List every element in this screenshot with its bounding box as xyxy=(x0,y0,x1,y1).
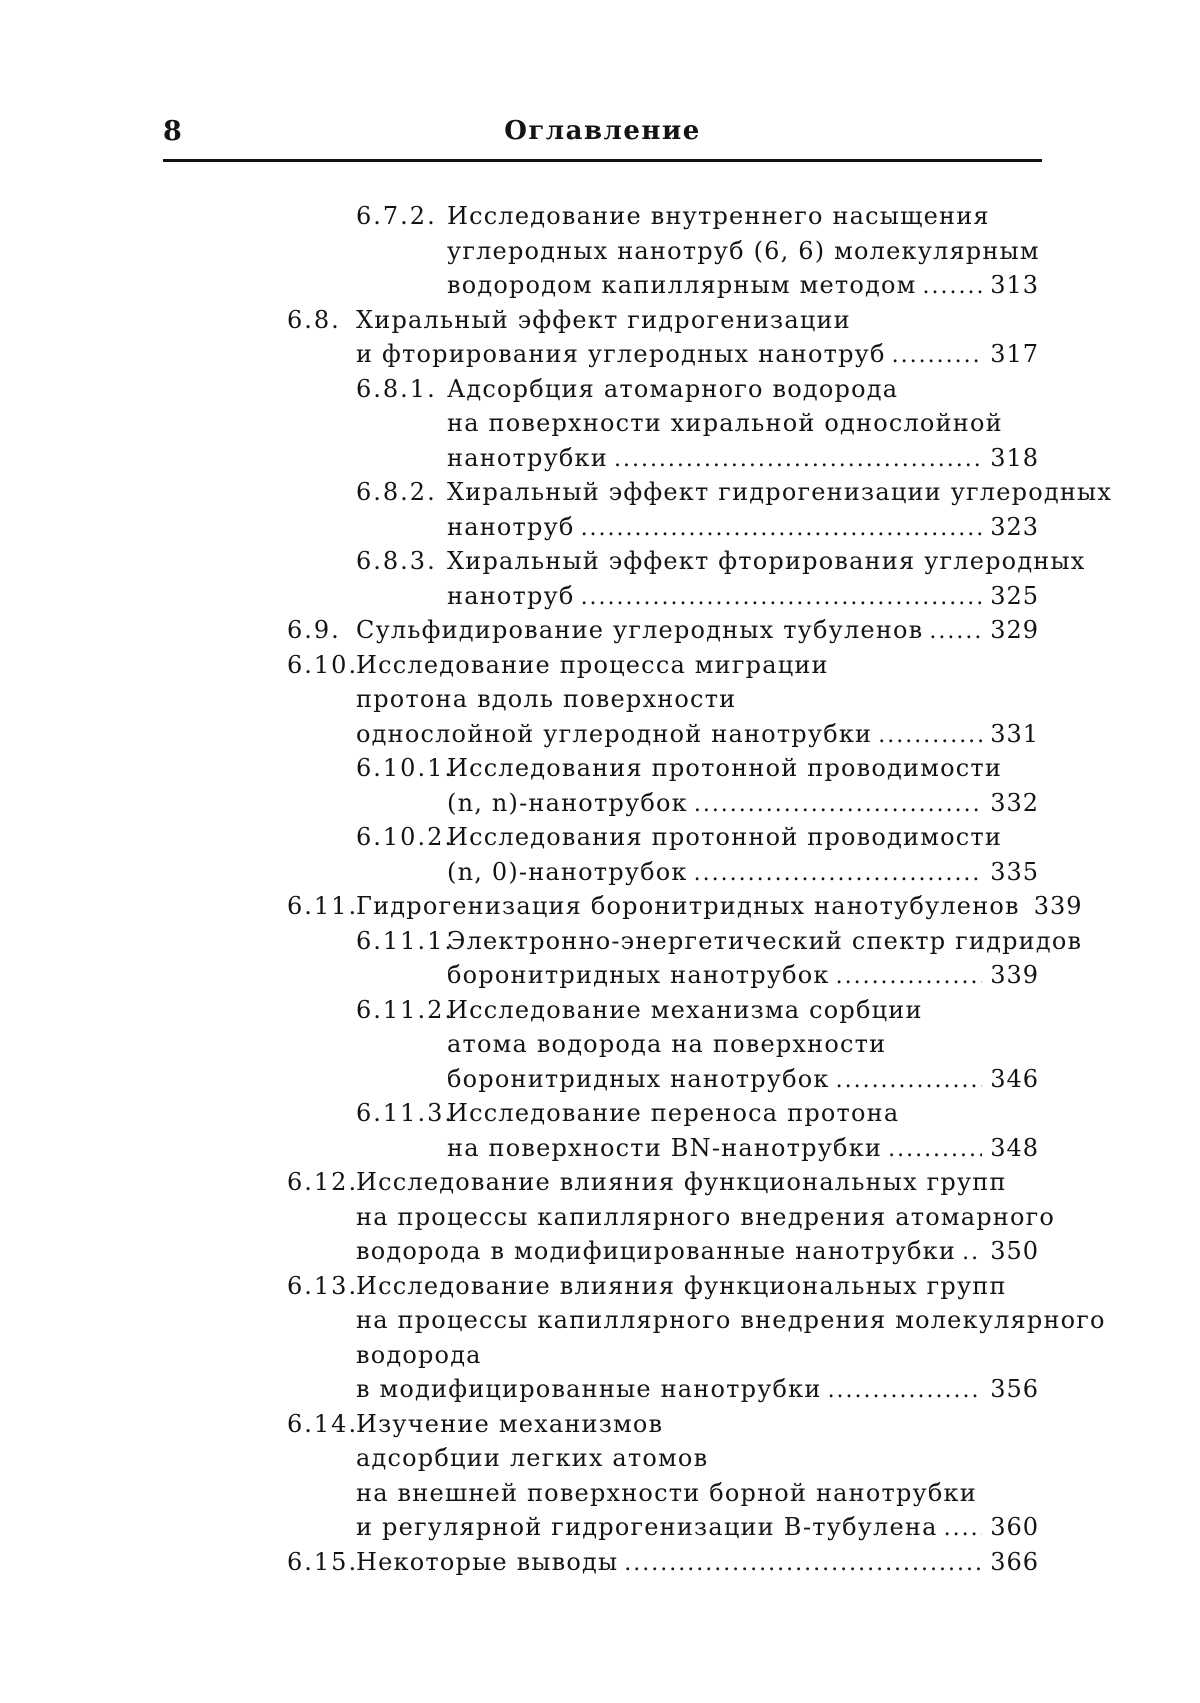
toc-page-number: 325 xyxy=(990,581,1039,610)
toc-entry-line xyxy=(356,1338,1039,1373)
toc-page-number: 331 xyxy=(990,719,1039,748)
dot-leader xyxy=(892,339,983,374)
toc-page-number: 335 xyxy=(990,857,1039,886)
toc-entry-title-text: и фторирования углеродных нанотруб xyxy=(356,340,886,368)
toc-page-number: 339 xyxy=(1033,892,1083,920)
toc-entry[interactable] xyxy=(0,820,1200,889)
toc-entry-number: 6.8.3. xyxy=(356,547,437,575)
toc-entry-title-text: боронитридных нанотрубок xyxy=(447,1064,830,1093)
toc-entry-line xyxy=(356,1407,1039,1442)
toc-entry-title-text: на внешней поверхности борной нанотрубки xyxy=(356,1478,977,1507)
dot-leader xyxy=(929,615,982,650)
toc-entry-line xyxy=(447,751,1039,786)
toc-entry-number: 6.10. xyxy=(287,650,359,679)
toc-entry-title-text: на процессы капиллярного внедрения атомарного xyxy=(356,1202,1056,1231)
toc-entry-number: 6.8.1. xyxy=(356,374,437,403)
dot-leader xyxy=(624,1547,982,1582)
toc-entry-number: 6.8.2. xyxy=(356,478,437,506)
toc-entry-title-text: Исследование механизма сорбции xyxy=(447,995,923,1024)
dot-leader xyxy=(944,1512,983,1547)
toc-entry-title-text: Исследование влияния функциональных групп xyxy=(356,1271,1007,1300)
toc-entry[interactable] xyxy=(0,544,1200,613)
toc-entry-title-text: и регулярной гидрогенизации B-тубулена xyxy=(356,1513,938,1541)
toc-entry-number: 6.13. xyxy=(287,1271,359,1300)
toc-entry-line xyxy=(356,682,1039,717)
toc-entry-line xyxy=(356,1303,1106,1338)
toc-page-number: 317 xyxy=(990,340,1039,368)
toc-entry[interactable] xyxy=(0,199,1200,303)
toc-entry-line xyxy=(356,337,1039,372)
toc-page-number: 366 xyxy=(990,1547,1039,1576)
toc-entry-title-text: адсорбции легких атомов xyxy=(356,1444,709,1472)
toc-page-number: 332 xyxy=(990,788,1039,817)
toc-entry-line xyxy=(356,1441,1039,1476)
toc-entry-line xyxy=(356,1545,1039,1580)
toc-entry-number: 6.7.2. xyxy=(356,202,437,230)
toc-entry-title-text: нанотруб xyxy=(447,512,575,541)
toc-entry-line xyxy=(447,1096,1039,1131)
toc-entry-line xyxy=(447,372,1039,407)
toc-entry-number: 6.15. xyxy=(287,1547,359,1576)
toc-entry-title-text: на поверхности BN-нанотрубки xyxy=(447,1133,883,1162)
toc-entry-title-text: Хиральный эффект фторирования углеродных xyxy=(447,547,1086,575)
toc-entry-line xyxy=(447,924,1083,959)
toc-entry[interactable] xyxy=(0,924,1200,993)
toc-entry-title-text: Исследование переноса протона xyxy=(447,1099,900,1127)
toc-page-number: 323 xyxy=(990,512,1039,541)
toc-entry-title-text: углеродных нанотруб (6, 6) молекулярным xyxy=(447,236,1040,265)
toc-page-number: 360 xyxy=(990,1513,1039,1541)
toc-entry-number: 6.10.2. xyxy=(356,823,454,851)
toc-entry-line xyxy=(447,441,1039,476)
header-rule xyxy=(163,159,1042,162)
toc-entry[interactable] xyxy=(0,889,1200,924)
toc-entry-line xyxy=(447,268,1039,303)
toc-entry-title-text: Исследование процесса миграции xyxy=(356,650,829,679)
toc-page-number: 356 xyxy=(990,1375,1039,1403)
toc-entry-title-text: (n, 0)-нанотрубок xyxy=(447,857,688,886)
toc-entry-line xyxy=(447,510,1039,545)
dot-leader xyxy=(828,1374,983,1409)
toc-entry[interactable] xyxy=(0,475,1200,544)
toc-entry-title-text: Исследования протонной проводимости xyxy=(447,754,1003,782)
toc-page-number: 329 xyxy=(990,616,1039,644)
toc-entry-line xyxy=(447,1062,1039,1097)
toc-page-number: 339 xyxy=(990,961,1039,989)
toc-entry-title-text: Сульфидирование углеродных тубуленов xyxy=(356,616,924,644)
toc-entry-title-text: нанотрубки xyxy=(447,443,608,472)
toc-entry-line xyxy=(356,648,1039,683)
toc-entry-line xyxy=(356,1234,1039,1269)
dot-leader xyxy=(962,1236,982,1271)
toc-entry-title-text: атома водорода на поверхности xyxy=(447,1030,887,1058)
toc-entry-line xyxy=(447,786,1039,821)
toc-entry-title-text: Гидрогенизация боронитридных нанотубуленов xyxy=(356,892,1020,920)
toc-entry[interactable] xyxy=(0,1545,1200,1580)
toc-entry-line xyxy=(447,1131,1039,1166)
toc-entry[interactable] xyxy=(0,993,1200,1097)
toc-entry-line xyxy=(356,1269,1039,1304)
toc-entry-title-text: на процессы капиллярного внедрения молекулярного xyxy=(356,1306,1106,1334)
page-header xyxy=(163,108,1042,148)
toc-entry-title-text: водорода в модифицированные нанотрубки xyxy=(356,1237,957,1265)
table-of-contents xyxy=(0,199,1200,1579)
toc-page-number: 318 xyxy=(990,443,1039,472)
toc-page-number: 346 xyxy=(990,1064,1039,1093)
toc-entry-number: 6.14. xyxy=(287,1409,359,1438)
toc-entry-line xyxy=(447,475,1113,510)
toc-entry-title-text: Электронно-энергетический спектр гидридов xyxy=(447,926,1083,955)
dot-leader xyxy=(581,581,983,616)
toc-page-number: 313 xyxy=(990,271,1039,299)
toc-entry-title-text: боронитридных нанотрубок xyxy=(447,961,830,989)
toc-entry-line xyxy=(356,1372,1039,1407)
toc-entry-number: 6.11.3. xyxy=(356,1099,454,1127)
dot-leader xyxy=(836,1064,983,1099)
toc-entry-line xyxy=(356,1200,1056,1235)
toc-entry[interactable] xyxy=(0,1165,1200,1269)
toc-entry-title-text: Хиральный эффект гидрогенизации углеродных xyxy=(447,478,1113,506)
toc-entry-line xyxy=(447,1027,1039,1062)
toc-entry[interactable] xyxy=(0,648,1200,752)
toc-entry-line xyxy=(447,958,1039,993)
toc-entry-title-text: Исследование влияния функциональных групп xyxy=(356,1168,1007,1196)
dot-leader xyxy=(836,960,983,995)
dot-leader xyxy=(694,788,982,823)
toc-entry-line xyxy=(356,889,1083,924)
toc-entry-line xyxy=(447,579,1039,614)
toc-entry-title-text: однослойной углеродной нанотрубки xyxy=(356,719,873,748)
toc-entry[interactable] xyxy=(0,1269,1200,1407)
toc-entry-line xyxy=(356,1165,1039,1200)
toc-entry-line xyxy=(447,820,1039,855)
toc-entry[interactable] xyxy=(0,1407,1200,1545)
toc-entry-title-text: в модифицированные нанотрубки xyxy=(356,1375,822,1403)
page-number: 8 xyxy=(163,116,182,147)
toc-entry-line xyxy=(447,199,1039,234)
toc-entry[interactable] xyxy=(0,372,1200,476)
toc-entry[interactable] xyxy=(0,303,1200,372)
toc-entry[interactable] xyxy=(0,613,1200,648)
toc-entry-line xyxy=(356,303,1039,338)
toc-entry-title-text: Исследования протонной проводимости xyxy=(447,823,1003,851)
toc-entry-title-text: Изучение механизмов xyxy=(356,1409,664,1438)
toc-entry-line xyxy=(447,993,1039,1028)
toc-entry-number: 6.11. xyxy=(287,892,359,920)
toc-entry-title-text: Некоторые выводы xyxy=(356,1547,619,1576)
toc-entry-line xyxy=(356,613,1039,648)
toc-entry-line xyxy=(356,1510,1039,1545)
dot-leader xyxy=(923,270,983,305)
toc-page-number: 350 xyxy=(990,1237,1039,1265)
toc-entry-number: 6.11.2. xyxy=(356,995,454,1024)
toc-entry-number: 6.8. xyxy=(287,305,341,334)
running-title: Оглавление xyxy=(504,116,701,146)
dot-leader xyxy=(888,1133,982,1168)
toc-entry-line xyxy=(356,1476,1039,1511)
toc-entry-line xyxy=(356,717,1039,752)
toc-entry-title-text: (n, n)-нанотрубок xyxy=(447,788,688,817)
toc-page-number: 348 xyxy=(990,1133,1039,1162)
toc-entry-title-text: Исследование внутреннего насыщения xyxy=(447,202,990,230)
toc-entry-number: 6.12. xyxy=(287,1168,359,1196)
toc-entry-title-text: на поверхности хиральной однослойной xyxy=(447,409,1003,437)
toc-entry[interactable] xyxy=(0,1096,1200,1165)
toc-entry-title-text: Адсорбция атомарного водорода xyxy=(447,374,899,403)
dot-leader xyxy=(581,512,983,547)
toc-entry-title-text: водородом капиллярным методом xyxy=(447,271,917,299)
toc-entry-line xyxy=(447,855,1039,890)
toc-entry-title-text: Хиральный эффект гидрогенизации xyxy=(356,305,851,334)
toc-entry-title-text: водорода xyxy=(356,1340,482,1369)
dot-leader xyxy=(878,719,982,754)
toc-entry-title-text: нанотруб xyxy=(447,581,575,610)
toc-entry-title-text: протона вдоль поверхности xyxy=(356,685,737,713)
toc-entry-line xyxy=(447,406,1039,441)
toc-entry-line xyxy=(447,544,1086,579)
dot-leader xyxy=(614,443,982,478)
toc-entry[interactable] xyxy=(0,751,1200,820)
toc-entry-line xyxy=(447,234,1039,269)
toc-entry-number: 6.11.1. xyxy=(356,926,454,955)
toc-entry-number: 6.9. xyxy=(287,616,341,644)
dot-leader xyxy=(694,857,983,892)
toc-entry-number: 6.10.1. xyxy=(356,754,454,782)
